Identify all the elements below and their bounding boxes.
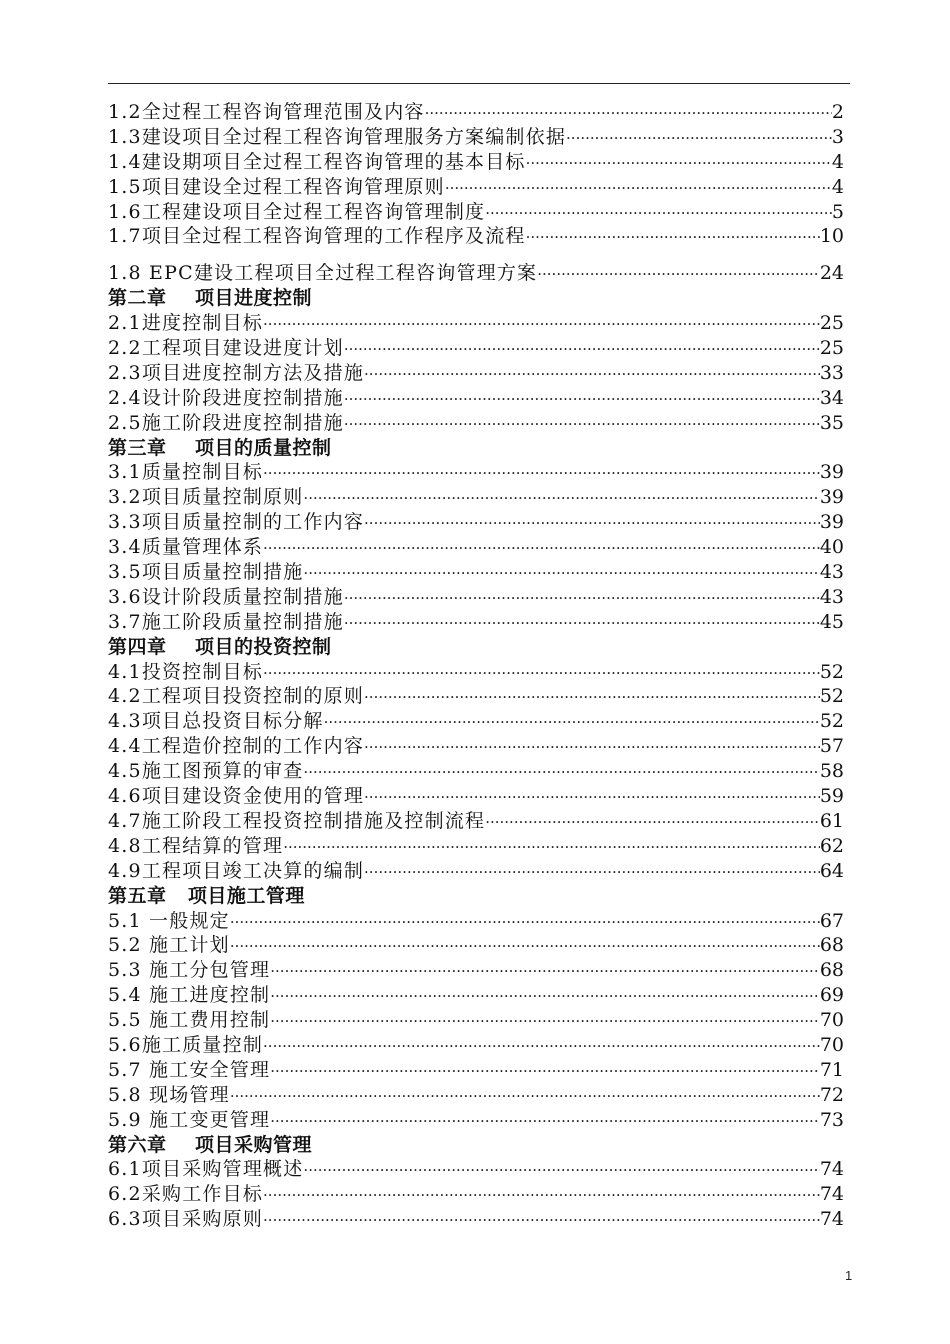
toc-dot-leader <box>270 1109 820 1134</box>
toc-entry[interactable] <box>108 909 844 934</box>
toc-entry[interactable] <box>108 958 844 983</box>
toc-entry[interactable] <box>108 336 844 361</box>
toc-entry[interactable] <box>108 1182 844 1207</box>
toc-dot-leader <box>526 225 820 250</box>
toc-entry-title: 2.1进度控制目标 <box>108 312 264 335</box>
toc-entry-page: 3 <box>831 125 844 148</box>
toc-entry-title: 3.1质量控制目标 <box>108 461 264 484</box>
toc-entry[interactable] <box>108 361 844 386</box>
toc-entry-title: 1.5项目建设全过程工程咨询管理原则 <box>108 175 445 198</box>
toc-chapter-heading: 第六章 项目采购管理 <box>108 1133 312 1156</box>
toc-entry-title: 3.3项目质量控制的工作内容 <box>108 511 365 534</box>
toc-entry[interactable] <box>108 485 844 510</box>
toc-entry-page: 74 <box>819 1183 844 1206</box>
toc-dot-leader <box>344 611 820 636</box>
toc-dot-leader <box>445 176 832 201</box>
toc-entry[interactable] <box>108 734 844 759</box>
toc-dot-leader <box>303 1158 819 1183</box>
toc-entry[interactable] <box>108 1108 844 1133</box>
toc-entry[interactable] <box>108 460 844 485</box>
toc-entry-page: 74 <box>819 1158 844 1181</box>
toc-entry-title: 5.4 施工进度控制 <box>108 984 271 1007</box>
toc-entry-page: 73 <box>819 1108 844 1131</box>
toc-entry-page: 4 <box>831 175 844 198</box>
toc-entry[interactable] <box>108 535 844 560</box>
toc-entry[interactable] <box>108 709 844 734</box>
toc-entry-page: 39 <box>819 486 844 509</box>
toc-entry-title: 6.1项目采购管理概述 <box>108 1158 304 1181</box>
toc-entry-page: 43 <box>819 585 844 608</box>
toc-entry[interactable] <box>108 809 844 834</box>
toc-entry-title: 1.4建设期项目全过程工程咨询管理的基本目标 <box>108 150 526 173</box>
toc-dot-leader <box>566 126 832 151</box>
toc-dot-leader <box>364 785 820 810</box>
toc-dot-leader <box>230 910 820 935</box>
toc-dot-leader <box>344 337 820 362</box>
toc-entry-page: 40 <box>819 536 844 559</box>
toc-entry-page: 70 <box>819 1009 844 1032</box>
header-rule <box>108 83 850 84</box>
toc-dot-leader <box>230 934 820 959</box>
toc-entry[interactable] <box>108 759 844 784</box>
toc-dot-leader <box>263 312 820 337</box>
toc-chapter-heading: 第五章 项目施工管理 <box>108 884 305 907</box>
toc-entry-title: 6.2采购工作目标 <box>108 1183 264 1206</box>
toc-entry[interactable] <box>108 1083 844 1108</box>
toc-entry[interactable] <box>108 1207 844 1232</box>
toc-entry-page: 74 <box>819 1208 844 1231</box>
toc-entry[interactable] <box>108 610 844 635</box>
toc-entry[interactable] <box>108 125 844 150</box>
toc-entry-page: 24 <box>819 262 844 285</box>
toc-entry-title: 4.5施工图预算的审查 <box>108 760 304 783</box>
toc-entry-title: 3.4质量管理体系 <box>108 536 264 559</box>
toc-dot-leader <box>263 1034 820 1059</box>
toc-entry[interactable] <box>108 983 844 1008</box>
toc-entry-title: 1.7项目全过程工程咨询管理的工作程序及流程 <box>108 225 526 248</box>
toc-entry[interactable] <box>108 224 844 249</box>
toc-dot-leader <box>230 1084 820 1109</box>
toc-chapter-heading: 第四章 项目的投资控制 <box>108 635 332 658</box>
toc-entry-title: 3.7施工阶段质量控制措施 <box>108 610 344 633</box>
toc-entry-page: 25 <box>819 337 844 360</box>
toc-entry-page: 68 <box>819 959 844 982</box>
toc-entry[interactable] <box>108 1058 844 1083</box>
toc-entry-title: 2.2工程项目建设进度计划 <box>108 337 344 360</box>
toc-entry-page: 70 <box>819 1033 844 1056</box>
toc-entry-title: 6.3项目采购原则 <box>108 1208 264 1231</box>
table-of-contents <box>108 100 844 1232</box>
toc-entry-title: 4.9工程项目竣工决算的编制 <box>108 859 365 882</box>
toc-entry-page: 10 <box>819 225 844 248</box>
toc-entry[interactable] <box>108 510 844 535</box>
toc-dot-leader <box>303 760 819 785</box>
toc-entry-page: 71 <box>819 1058 844 1081</box>
toc-entry-title: 5.5 施工费用控制 <box>108 1009 271 1032</box>
toc-entry-title: 4.6项目建设资金使用的管理 <box>108 785 365 808</box>
toc-entry-title: 2.4设计阶段进度控制措施 <box>108 386 344 409</box>
toc-entry-page: 67 <box>819 909 844 932</box>
toc-entry-page: 72 <box>819 1083 844 1106</box>
toc-entry[interactable] <box>108 660 844 685</box>
toc-entry-page: 5 <box>831 200 844 223</box>
toc-entry-page: 68 <box>819 934 844 957</box>
toc-entry-page: 58 <box>819 760 844 783</box>
toc-entry-title: 1.3建设项目全过程工程咨询管理服务方案编制依据 <box>108 125 567 148</box>
toc-entry-title: 5.3 施工分包管理 <box>108 959 271 982</box>
toc-entry-title: 4.1投资控制目标 <box>108 660 264 683</box>
toc-entry-page: 43 <box>819 561 844 584</box>
toc-dot-leader <box>263 536 820 561</box>
toc-entry[interactable] <box>108 411 844 436</box>
toc-entry-page: 4 <box>831 150 844 173</box>
toc-entry[interactable] <box>108 175 844 200</box>
toc-dot-leader <box>324 710 820 735</box>
toc-dot-leader <box>263 661 820 686</box>
toc-entry-page: 2 <box>831 101 844 123</box>
toc-entry-page: 35 <box>819 411 844 434</box>
toc-dot-leader <box>425 101 832 126</box>
toc-entry-title: 5.6施工质量控制 <box>108 1033 264 1056</box>
toc-entry[interactable] <box>108 311 844 336</box>
toc-dot-leader <box>303 561 819 586</box>
toc-dot-leader <box>344 412 820 437</box>
toc-entry-title: 5.8 现场管理 <box>108 1083 230 1106</box>
toc-entry[interactable] <box>108 386 844 411</box>
toc-entry[interactable] <box>108 100 844 125</box>
toc-dot-leader <box>364 860 820 885</box>
toc-entry-title: 4.7施工阶段工程投资控制措施及控制流程 <box>108 809 486 832</box>
toc-entry-page: 57 <box>819 735 844 758</box>
page-number: 1 <box>845 1268 853 1283</box>
toc-dot-leader <box>344 586 820 611</box>
toc-entry-title: 3.6设计阶段质量控制措施 <box>108 585 344 608</box>
toc-entry-page: 69 <box>819 984 844 1007</box>
toc-dot-leader <box>263 461 820 486</box>
toc-entry-page: 52 <box>819 660 844 683</box>
toc-entry-title: 5.7 施工安全管理 <box>108 1058 271 1081</box>
toc-entry-title: 5.2 施工计划 <box>108 934 230 957</box>
toc-dot-leader <box>364 685 820 710</box>
toc-entry[interactable] <box>108 1157 844 1182</box>
toc-entry-title: 5.1 一般规定 <box>108 909 230 932</box>
toc-dot-leader <box>303 486 819 511</box>
toc-entry-page: 62 <box>819 834 844 857</box>
toc-dot-leader <box>270 1059 820 1084</box>
toc-dot-leader <box>364 511 820 536</box>
toc-entry-page: 52 <box>819 710 844 733</box>
toc-chapter-heading: 第三章 项目的质量控制 <box>108 436 332 459</box>
toc-entry[interactable] <box>108 261 844 286</box>
toc-entry-page: 52 <box>819 685 844 708</box>
toc-entry-title: 3.5项目质量控制措施 <box>108 561 304 584</box>
toc-entry-title: 2.5施工阶段进度控制措施 <box>108 411 344 434</box>
toc-dot-leader <box>263 1208 820 1233</box>
toc-entry-title: 4.4工程造价控制的工作内容 <box>108 735 365 758</box>
toc-entry[interactable] <box>108 560 844 585</box>
toc-entry-title: 1.8 EPC建设工程项目全过程工程咨询管理方案 <box>108 262 538 285</box>
toc-entry[interactable] <box>108 859 844 884</box>
toc-entry-title: 2.3项目进度控制方法及措施 <box>108 361 365 384</box>
toc-entry-page: 25 <box>819 312 844 335</box>
toc-dot-leader <box>485 201 832 226</box>
toc-entry[interactable] <box>108 784 844 809</box>
toc-entry[interactable] <box>108 585 844 610</box>
toc-entry-page: 61 <box>819 809 844 832</box>
toc-entry-page: 39 <box>819 511 844 534</box>
toc-entry-page: 33 <box>819 361 844 384</box>
toc-dot-leader <box>263 1183 820 1208</box>
toc-dot-leader <box>270 1009 820 1034</box>
toc-dot-leader <box>270 959 820 984</box>
toc-dot-leader <box>283 835 820 860</box>
toc-entry-page: 59 <box>819 785 844 808</box>
toc-dot-leader <box>485 810 820 835</box>
toc-entry[interactable] <box>108 933 844 958</box>
toc-entry-title: 4.3项目总投资目标分解 <box>108 710 324 733</box>
toc-entry[interactable] <box>108 150 844 175</box>
toc-entry-page: 45 <box>819 610 844 633</box>
toc-entry-title: 4.8工程结算的管理 <box>108 834 284 857</box>
toc-entry[interactable] <box>108 1008 844 1033</box>
toc-entry-title: 4.2工程项目投资控制的原则 <box>108 685 365 708</box>
toc-entry-title: 3.2项目质量控制原则 <box>108 486 304 509</box>
toc-entry[interactable] <box>108 200 844 225</box>
toc-chapter-heading: 第二章 项目进度控制 <box>108 287 312 310</box>
toc-entry[interactable] <box>108 684 844 709</box>
toc-dot-leader <box>364 362 820 387</box>
toc-dot-leader <box>526 151 832 176</box>
toc-entry-title: 1.6工程建设项目全过程工程咨询管理制度 <box>108 200 486 223</box>
toc-entry-page: 39 <box>819 461 844 484</box>
toc-entry-title: 1.2全过程工程咨询管理范围及内容 <box>108 101 425 123</box>
toc-dot-leader <box>537 262 820 287</box>
toc-entry-page: 34 <box>819 386 844 409</box>
toc-entry[interactable] <box>108 1033 844 1058</box>
toc-dot-leader <box>364 735 820 760</box>
toc-dot-leader <box>344 387 820 412</box>
toc-entry-title: 5.9 施工变更管理 <box>108 1108 271 1131</box>
toc-entry-page: 64 <box>819 859 844 882</box>
toc-entry[interactable] <box>108 834 844 859</box>
toc-dot-leader <box>270 984 820 1009</box>
